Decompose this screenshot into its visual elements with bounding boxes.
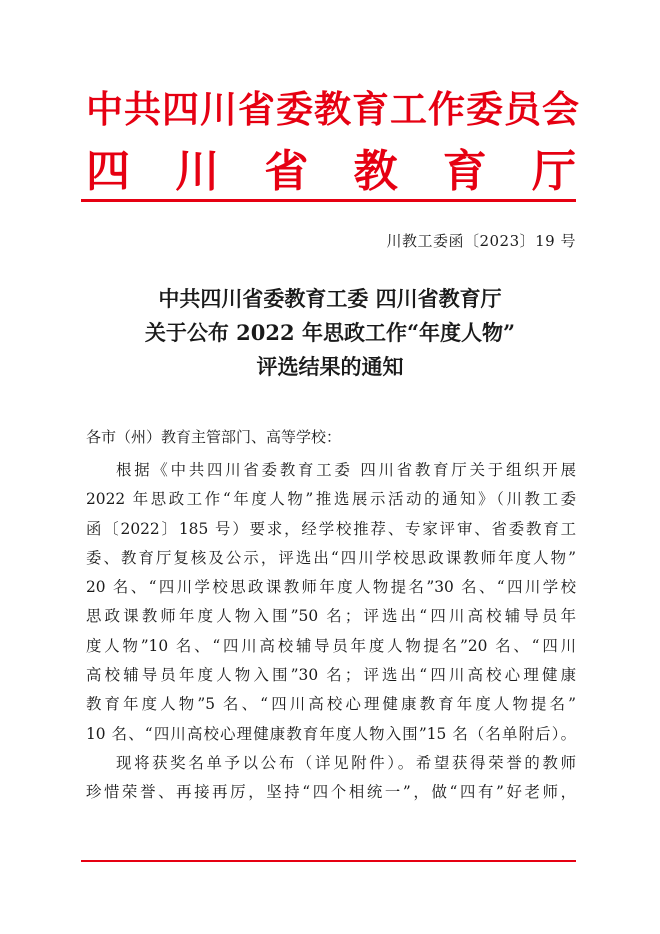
body-line: 函〔2022〕185 号）要求，经学校推荐、专家评审、省委教育工 <box>86 519 576 538</box>
issuer-char: 四 <box>86 146 130 197</box>
body-line: 教育年度人物”5 名、“四川高校心理健康教育年度人物提名” <box>86 695 576 714</box>
title-line: 中共四川省委教育工委 四川省教育厅 <box>158 286 502 311</box>
issuer-header-line1: 中共四川省委教育工作委员会 <box>86 88 580 131</box>
header-divider <box>81 199 576 202</box>
body-line: 度人物”10 名、“四川高校辅导员年度人物提名”20 名、“四川 <box>86 636 576 655</box>
body-text <box>86 456 576 808</box>
issuer-header-line2 <box>86 146 576 198</box>
issuer-char: 教 <box>353 146 398 197</box>
body-line: 现将获奖名单予以公布（详见附件）。希望获得荣誉的教师 <box>116 753 576 772</box>
document-title <box>60 282 600 384</box>
body-line: 2022 年思政工作“年度人物”推选展示活动的通知》（川教工委 <box>86 490 576 509</box>
issuer-char: 厅 <box>531 146 576 197</box>
title-line: 评选结果的通知 <box>256 354 404 379</box>
body-line: 根据《中共四川省委教育工委 四川省教育厅关于组织开展 <box>116 461 576 479</box>
body-line: 高校辅导员年度人物入围”30 名；评选出“四川高校心理健康 <box>86 666 576 685</box>
issuer-char: 川 <box>175 146 220 197</box>
body-line: 20 名、“四川学校思政课教师年度人物提名”30 名、“四川学校 <box>86 578 576 597</box>
body-line: 10 名、“四川高校心理健康教育年度人物入围”15 名（名单附后）。 <box>86 724 576 743</box>
body-line: 珍惜荣誉、再接再厉，坚持“四个相统一”，做“四有”好老师， <box>86 783 576 802</box>
issuer-char: 育 <box>442 146 487 197</box>
document-number: 川教工委函〔2023〕19 号 <box>386 232 576 250</box>
body-line: 委、教育厅复核及公示，评选出“四川学校思政课教师年度人物” <box>86 548 576 567</box>
body-line: 思政课教师年度人物入围”50 名；评选出“四川高校辅导员年 <box>86 607 576 626</box>
title-line: 关于公布 2022 年思政工作“年度人物” <box>144 320 516 345</box>
footer-divider <box>81 860 576 862</box>
issuer-char: 省 <box>264 146 309 197</box>
addressee: 各市（州）教育主管部门、高等学校： <box>86 428 342 446</box>
